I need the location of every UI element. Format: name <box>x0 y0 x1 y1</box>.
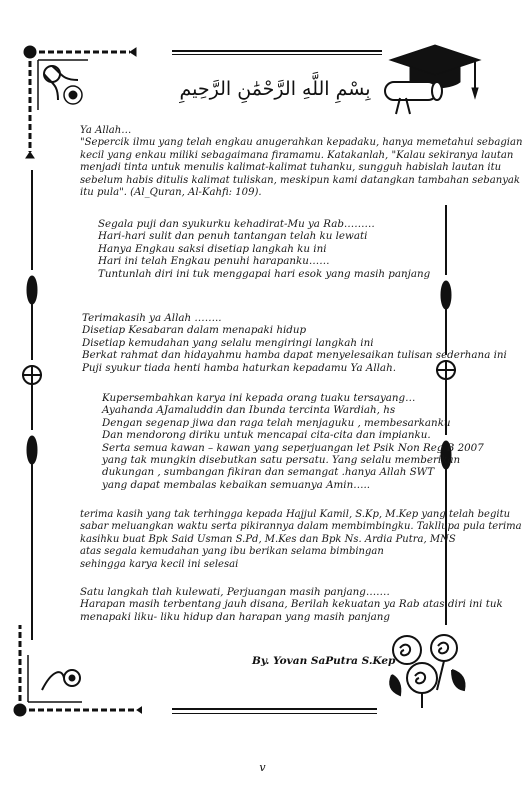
text-line: kasihku buat Bpk Said Usman S.Pd, M.Kes dan Bpk Ns. Ardia Putra, MNS <box>80 532 456 545</box>
text-line: itu pula". (Al_Quran, Al-Kahfi: 109). <box>80 186 262 199</box>
text-line: terima kasih yang tak terhingga kepada Hajjul Kamil, S.Kp, M.Kep yang telah begitu <box>80 508 511 520</box>
text-line: sebelum habis ditulis kalimat tuliskan, meskipun kami datangkan tambahan sebanyak <box>80 173 521 186</box>
text-line: Hari ini telah Engkau penuhi harapanku…… <box>98 255 330 268</box>
text-line: Serta semua kawan – kawan yang seperjuangan let Psik Non Reg B 2007 <box>102 441 484 454</box>
left-border-ornament <box>18 170 46 640</box>
page-number: v <box>259 761 266 774</box>
closing-paragraph <box>80 586 503 623</box>
text-line: Segala puji dan syukurku kehadirat-Mu ya Rab……… <box>98 218 375 230</box>
text-line: Dan mendorong diriku untuk mencapai cita-cita dan impianku. <box>102 429 431 442</box>
praise-poem <box>98 218 430 280</box>
text-line: Disetiap Kesabaran dalam menapaki hidup <box>82 324 307 337</box>
top-divider-line <box>172 50 382 52</box>
gratitude-paragraph <box>82 312 507 374</box>
text-line: sabar meluangkan waktu serta pikirannya dalam membimbingku. Takllupa pula terima <box>80 520 522 533</box>
text-line: Kupersembahkan karya ini kepada orang tuaku tersayang… <box>102 392 416 404</box>
text-line: menapaki liku- liku hidup dan harapan yang masih panjang <box>80 610 390 623</box>
text-line: Tuntunlah diri ini tuk menggapai hari esok yang masih panjang <box>98 267 431 280</box>
text-line: Dengan segenap jiwa dan raga telah menjaguku , membesarkanku <box>102 416 451 429</box>
text-line: kecil yang enkau miliki sebagaimana firamamu. Katakanlah, "Kalau sekiranya lautan <box>80 148 514 161</box>
roses-illustration <box>382 630 474 710</box>
acknowledgement-paragraph <box>80 508 525 570</box>
text-line: yang tak mungkin disebutkan satu persatu. Yang selalu memberikan <box>102 454 461 467</box>
text-line: Terimakasih ya Allah …….. <box>82 312 222 324</box>
text-line: yang dapat membalas kebaikan semuanya Amin….. <box>102 478 371 491</box>
bottom-divider-line-thin <box>172 713 377 714</box>
text-line: Hanya Engkau saksi disetiap langkah ku ini <box>98 242 327 255</box>
opening-paragraph <box>80 124 525 198</box>
top-divider-line-thin <box>172 54 382 55</box>
text-line: Disetiap kemudahan yang selalu mengiringi langkah ini <box>82 336 374 349</box>
text-line: dukungan , sumbangan fikiran dan semangat .hanya Allah SWT <box>102 466 435 479</box>
text-line: Satu langkah tlah kulewati, Perjuangan masih panjang……. <box>80 586 390 598</box>
bottom-divider-line <box>172 708 377 710</box>
text-line: menjadi tinta untuk menulis kalimat-kalimat tuhanku, sungguh habislah lautan itu <box>80 161 502 174</box>
bismillah-calligraphy: بِسْمِ اللَّهِ الرَّحْمَٰنِ الرَّحِيمِ <box>179 78 371 100</box>
text-line: "Sepercik ilmu yang telah engkau anugerahkan kepadaku, hanya memetahui sebagian <box>80 136 523 149</box>
text-line: Ayahanda AJamaluddin dan Ibunda tercinta Wardiah, hs <box>102 404 396 417</box>
dedication-paragraph <box>102 392 484 491</box>
text-line: Puji syukur tiada henti hamba haturkan kepadamu Ya Allah. <box>82 361 396 374</box>
text-line: Hari-hari sulit dan penuh tantangan telah ku lewati <box>98 230 368 243</box>
author-signature: By. Yovan SaPutra S.Kep <box>252 655 396 667</box>
text-line: Harapan masih terbentang jauh disana, Berilah kekuatan ya Rab atas diri ini tuk <box>80 598 503 611</box>
text-line: Ya Allah… <box>80 124 132 136</box>
corner-ornament-bottom-left <box>12 620 142 720</box>
text-line: atas segala kemudahan yang ibu berikan selama bimbingan <box>80 545 384 558</box>
text-line: sehingga karya kecil ini selesai <box>80 557 239 570</box>
text-line: Berkat rahmat dan hidayahmu hamba dapat menyelesaikan tulisan sederhana ini <box>82 349 507 362</box>
